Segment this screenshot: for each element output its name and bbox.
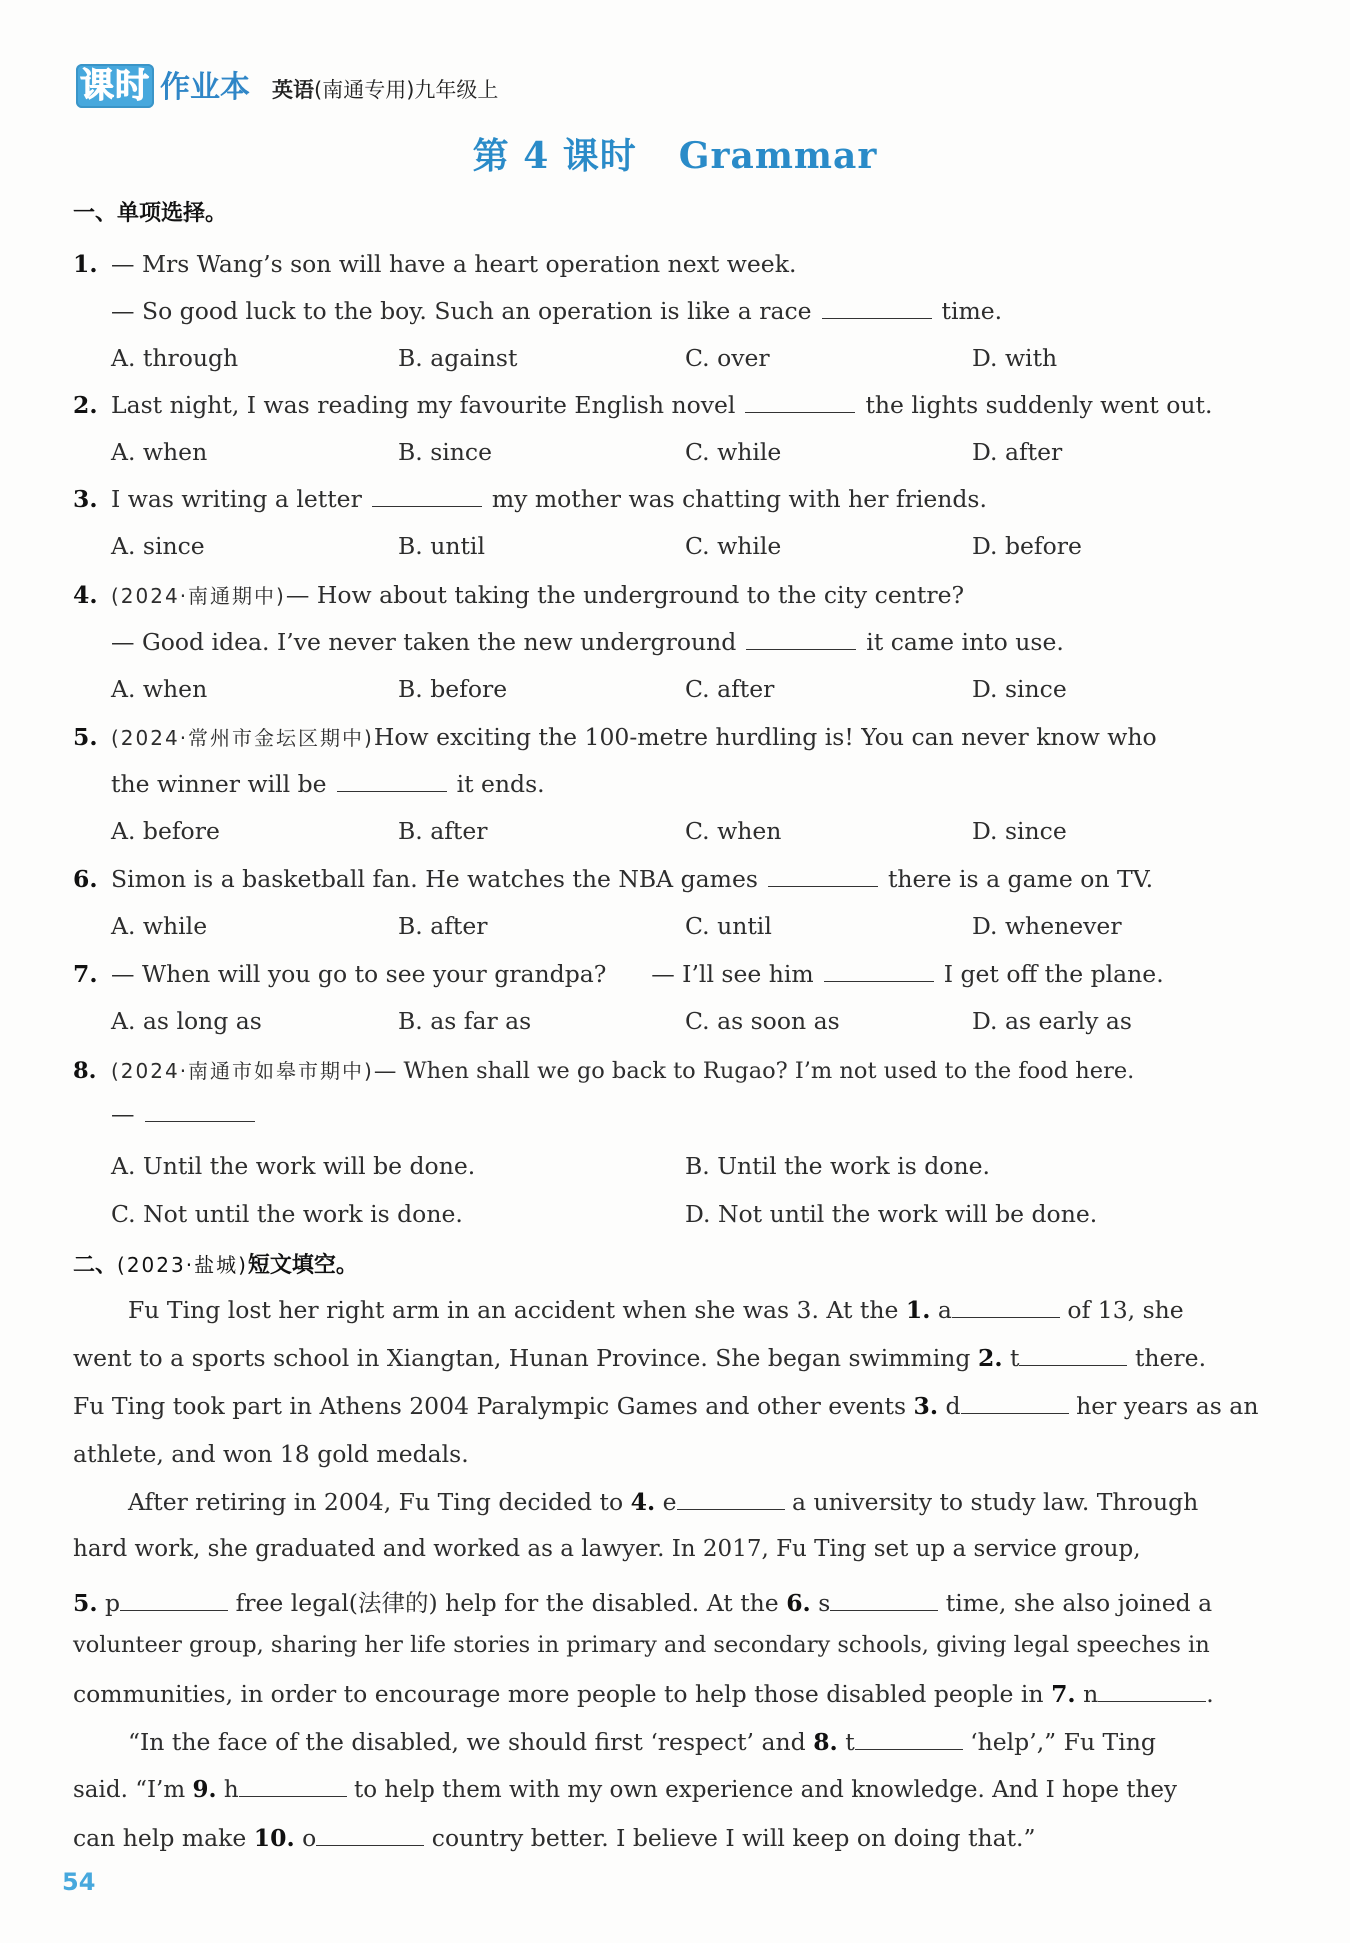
question-text: — (111, 1100, 135, 1128)
option-a[interactable]: A. through (111, 344, 239, 372)
option-d[interactable]: D. since (972, 675, 1067, 703)
passage-line: communities, in order to encourage more people to help those disabled people in 7. n . (73, 1680, 1214, 1708)
section-source: (2023·盐城) (117, 1253, 248, 1277)
blank-number: 6. (786, 1589, 811, 1617)
question-1 (73, 250, 796, 278)
blank-number: 4. (630, 1488, 656, 1516)
page-number: 54 (62, 1868, 96, 1896)
passage-line: went to a sports school in Xiangtan, Hunan Province. She began swimming 2. t there. (73, 1344, 1207, 1372)
question-text: — Good idea. I’ve never taken the new underground (111, 628, 737, 656)
option-a[interactable]: A. when (111, 675, 208, 703)
option-b[interactable]: B. since (398, 438, 492, 466)
question-number: 3. (73, 485, 98, 513)
question-text: — So good luck to the boy. Such an operation is like a race (111, 297, 812, 325)
option-b[interactable]: B. after (398, 912, 488, 940)
option-c[interactable]: C. when (685, 817, 782, 845)
option-a[interactable]: A. when (111, 438, 208, 466)
question-text: Simon is a basketball fan. He watches the NBA games (111, 865, 758, 893)
passage-line: After retiring in 2004, Fu Ting decided to 4. e a university to study law. Through (128, 1488, 1199, 1516)
passage-line: can help make 10. o country better. I believe I will keep on doing that.” (73, 1824, 1036, 1852)
question-text: time. (941, 297, 1003, 325)
fill-blank[interactable] (855, 1731, 963, 1750)
fill-blank[interactable] (830, 1592, 938, 1611)
question-1-line-2 (111, 297, 1002, 325)
question-text: Last night, I was reading my favourite English novel (111, 391, 736, 419)
blank-initial: d (945, 1392, 961, 1420)
answer-blank[interactable] (824, 963, 934, 982)
fill-blank[interactable] (952, 1299, 1060, 1318)
option-b[interactable]: B. until (398, 532, 485, 560)
option-c[interactable]: C. while (685, 438, 782, 466)
blank-initial: h (223, 1777, 239, 1803)
passage-line: athlete, and won 18 gold medals. (73, 1440, 469, 1468)
blank-initial: n (1083, 1680, 1099, 1708)
question-number: 6. (73, 865, 98, 893)
passage-line: Fu Ting lost her right arm in an accident when she was 3. At the 1. a of 13, she (128, 1296, 1184, 1324)
question-text: — How about taking the underground to the city centre? (285, 581, 965, 609)
question-8 (73, 1055, 1134, 1084)
question-number: 7. (73, 960, 98, 988)
fill-blank[interactable] (1019, 1347, 1127, 1366)
section-label: 短文填空。 (247, 1253, 358, 1278)
blank-initial: p (105, 1589, 121, 1617)
answer-blank[interactable] (822, 300, 932, 319)
option-b[interactable]: B. against (398, 344, 518, 372)
question-text: I was writing a letter (111, 485, 362, 513)
lesson-number: 第 4 课时 (472, 135, 637, 177)
question-number: 2. (73, 391, 98, 419)
blank-initial: s (818, 1589, 831, 1617)
question-8-line-2 (111, 1100, 265, 1128)
question-text: — When will you go to see your grandpa? — I’ll see him (111, 960, 814, 988)
question-number: 8. (73, 1058, 97, 1084)
lesson-title (0, 128, 1350, 179)
question-text: How exciting the 100-metre hurdling is! You can never know who (373, 723, 1157, 751)
option-c[interactable]: C. until (685, 912, 772, 940)
section-1-heading: 一、单项选择。 (73, 201, 228, 226)
option-a[interactable]: A. while (111, 912, 208, 940)
blank-initial: e (662, 1488, 677, 1516)
passage-line: volunteer group, sharing her life stories in primary and secondary schools, giving legal speeches in (73, 1632, 1210, 1658)
option-d[interactable]: D. after (972, 438, 1063, 466)
question-4-line-2 (111, 628, 1064, 656)
option-a[interactable]: A. Until the work will be done. (111, 1152, 476, 1180)
passage-line: Fu Ting took part in Athens 2004 Paralympic Games and other events 3. d her years as an (73, 1392, 1259, 1420)
question-text: it ends. (456, 770, 545, 798)
answer-blank[interactable] (745, 394, 855, 413)
subject-rest: (南通专用)九年级上 (314, 78, 499, 102)
blank-number: 8. (813, 1728, 838, 1756)
option-a[interactable]: A. since (111, 532, 205, 560)
option-d[interactable]: D. before (972, 532, 1082, 560)
question-source: (2024·常州市金坛区期中) (111, 726, 374, 750)
option-d[interactable]: D. since (972, 817, 1067, 845)
fill-blank[interactable] (120, 1592, 228, 1611)
question-number: 4. (73, 581, 98, 609)
option-c[interactable]: C. Not until the work is done. (111, 1200, 463, 1228)
blank-number: 10. (253, 1824, 295, 1852)
option-c[interactable]: C. after (685, 675, 775, 703)
passage-line: hard work, she graduated and worked as a lawyer. In 2017, Fu Ting set up a service group, (73, 1536, 1141, 1562)
option-a[interactable]: A. as long as (111, 1007, 262, 1035)
blank-initial: o (302, 1824, 317, 1852)
subject-label (272, 74, 498, 104)
option-a[interactable]: A. before (111, 817, 220, 845)
blank-initial: t (845, 1728, 855, 1756)
fill-blank[interactable] (677, 1491, 785, 1510)
question-number: 1. (73, 250, 98, 278)
question-text: my mother was chatting with her friends. (491, 485, 987, 513)
question-2 (73, 391, 1212, 419)
question-text: the winner will be (111, 770, 327, 798)
fill-blank[interactable] (961, 1395, 1069, 1414)
fill-blank[interactable] (1098, 1683, 1206, 1702)
option-b[interactable]: B. before (398, 675, 508, 703)
blank-number: 5. (73, 1589, 98, 1617)
question-text: the lights suddenly went out. (865, 391, 1213, 419)
section-number: 二、 (73, 1253, 118, 1278)
question-4 (73, 580, 964, 609)
lesson-topic: Grammar (678, 135, 878, 177)
option-c[interactable]: C. as soon as (685, 1007, 840, 1035)
question-number: 5. (73, 723, 98, 751)
subject-bold: 英语 (272, 78, 314, 102)
blank-number: 9. (192, 1776, 217, 1803)
blank-number: 2. (977, 1344, 1003, 1372)
option-b[interactable]: B. as far as (398, 1007, 532, 1035)
question-source: (2024·南通市如皋市期中) (111, 1059, 374, 1083)
question-6 (73, 865, 1153, 893)
option-d[interactable]: D. whenever (972, 912, 1122, 940)
brand-logo-box: 课时 (76, 64, 154, 108)
option-c[interactable]: C. while (685, 532, 782, 560)
blank-initial: a (937, 1296, 952, 1324)
page-header (76, 62, 498, 108)
question-7 (73, 960, 1164, 988)
answer-blank[interactable] (372, 488, 482, 507)
answer-blank[interactable] (768, 868, 878, 887)
answer-blank[interactable] (337, 773, 447, 792)
brand-logo-text: 作业本 (160, 70, 250, 105)
option-c[interactable]: C. over (685, 344, 770, 372)
blank-number: 7. (1051, 1680, 1076, 1708)
blank-number: 3. (913, 1392, 939, 1420)
passage-line: 5. p free legal(法律的) help for the disabled. At the 6. s time, she also joined a (73, 1589, 1213, 1617)
question-5-line-2 (111, 770, 545, 798)
fill-blank[interactable] (239, 1778, 347, 1797)
option-b[interactable]: B. after (398, 817, 488, 845)
option-d[interactable]: D. Not until the work will be done. (685, 1200, 1098, 1228)
question-source: (2024·南通期中) (111, 584, 286, 608)
question-text: I get off the plane. (943, 960, 1164, 988)
blank-initial: t (1010, 1344, 1020, 1372)
section-2-heading (73, 1248, 358, 1279)
option-b[interactable]: B. Until the work is done. (685, 1152, 991, 1180)
answer-blank[interactable] (145, 1103, 255, 1122)
blank-number: 1. (905, 1296, 931, 1324)
question-text: it came into use. (866, 628, 1064, 656)
passage-line: said. “I’m 9. h to help them with my own experience and knowledge. And I hope they (73, 1776, 1177, 1803)
option-d[interactable]: D. as early as (972, 1007, 1132, 1035)
question-text: — Mrs Wang’s son will have a heart operation next week. (111, 250, 797, 278)
option-d[interactable]: D. with (972, 344, 1058, 372)
question-3 (73, 485, 987, 513)
question-text: there is a game on TV. (887, 865, 1154, 893)
passage-line: “In the face of the disabled, we should first ‘respect’ and 8. t ‘help’,” Fu Ting (128, 1728, 1156, 1756)
question-5 (73, 722, 1157, 751)
question-text: — When shall we go back to Rugao? I’m not used to the food here. (373, 1058, 1135, 1084)
answer-blank[interactable] (746, 631, 856, 650)
fill-blank[interactable] (316, 1827, 424, 1846)
